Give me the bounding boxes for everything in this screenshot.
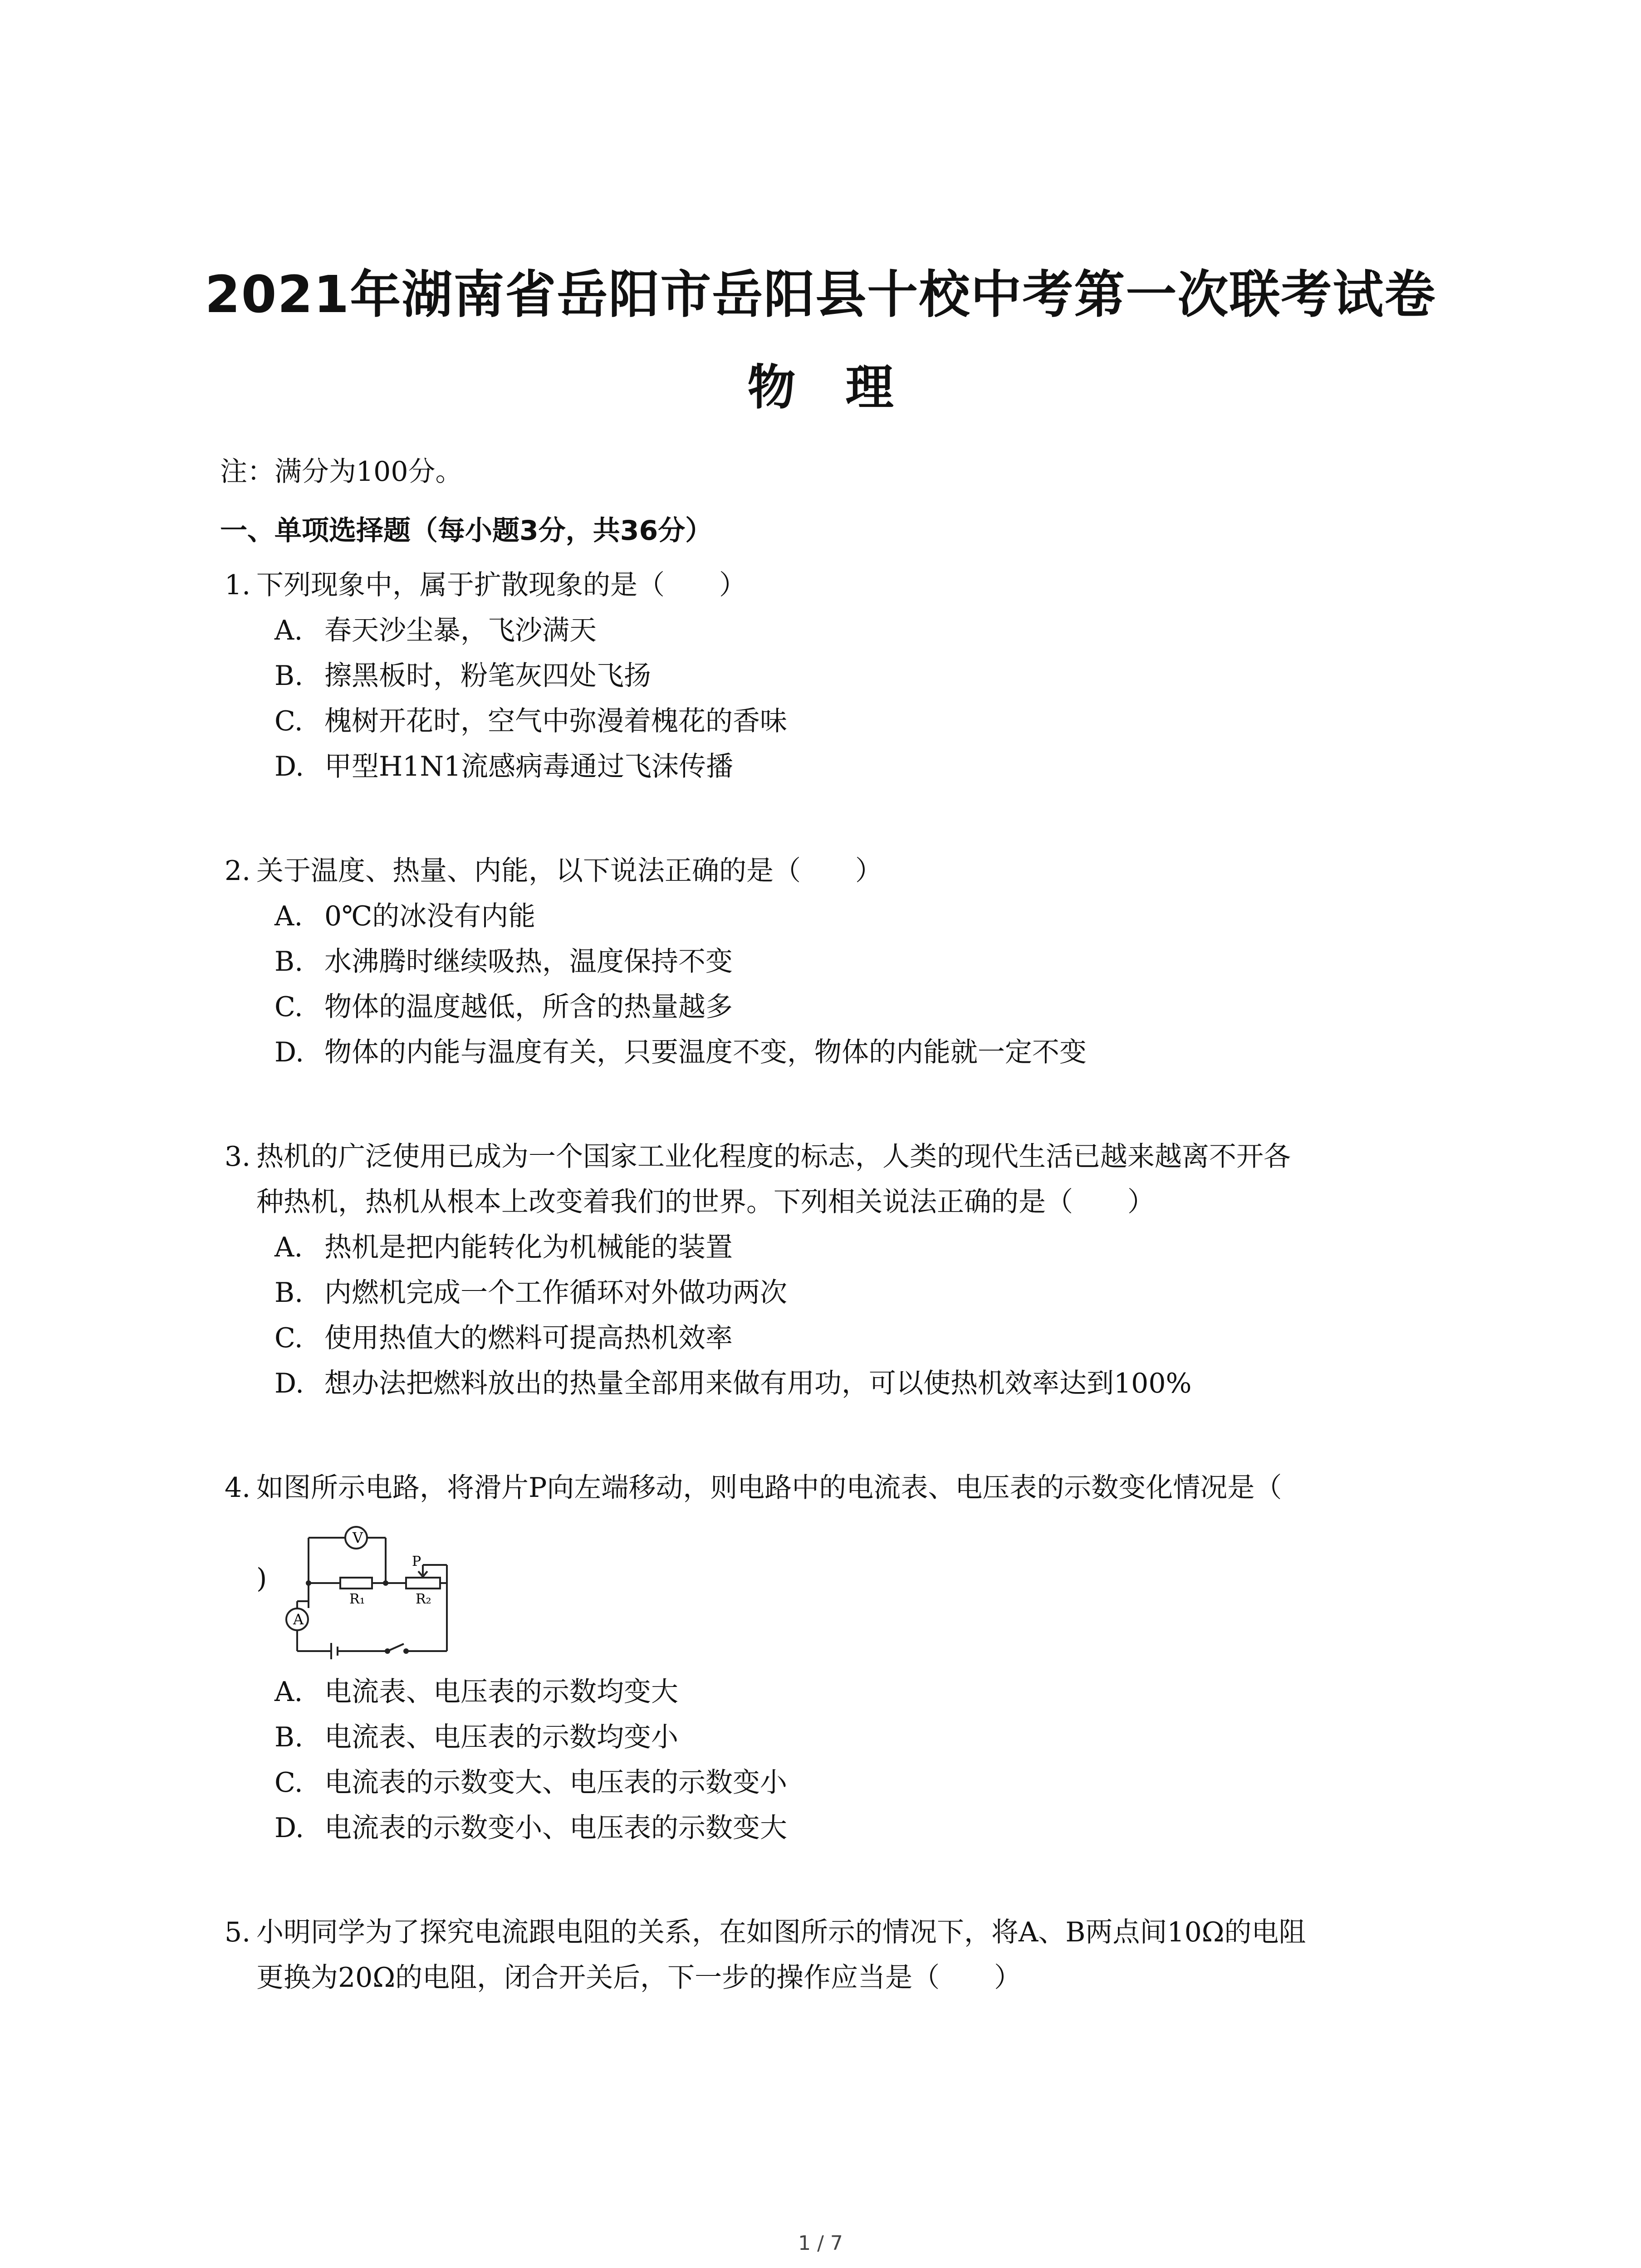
option-letter: D. xyxy=(274,1812,304,1844)
question-text: 下列现象中，属于扩散现象的是（ ） xyxy=(256,569,746,601)
ammeter-label: A xyxy=(293,1611,304,1628)
circuit-diagram xyxy=(281,1515,454,1660)
question-number: 4. xyxy=(225,1472,251,1504)
question-5 xyxy=(225,1914,1306,1950)
junction-dot xyxy=(383,1580,388,1586)
option-letter: C. xyxy=(274,705,303,737)
option-text: 电流表的示数变大、电压表的示数变小 xyxy=(324,1767,787,1799)
option-3a xyxy=(274,1229,733,1266)
resistor-r1 xyxy=(340,1578,372,1589)
option-letter: C. xyxy=(274,1767,303,1799)
question-4-continued: ) xyxy=(256,1563,267,1594)
option-text: 槐树开花时，空气中弥漫着槐花的香味 xyxy=(324,705,787,737)
slider-label: P xyxy=(412,1554,421,1569)
option-3b xyxy=(274,1275,787,1311)
question-2 xyxy=(225,853,882,889)
option-1b xyxy=(274,658,651,694)
option-letter: A. xyxy=(274,900,303,932)
option-text: 擦黑板时，粉笔灰四处飞扬 xyxy=(324,660,651,692)
option-3d xyxy=(274,1365,1192,1402)
option-4b xyxy=(274,1719,678,1755)
option-2d xyxy=(274,1034,1087,1070)
option-letter: C. xyxy=(274,991,303,1023)
option-1d xyxy=(274,748,733,785)
option-1c xyxy=(274,703,787,739)
exam-title: 2021年湖南省岳阳市岳阳县十校中考第一次联考试卷 xyxy=(205,265,1436,324)
option-text: 内燃机完成一个工作循环对外做功两次 xyxy=(324,1277,787,1309)
page-number: 1 / 7 xyxy=(798,2232,843,2255)
option-letter: A. xyxy=(274,1676,303,1708)
question-text: 热机的广泛使用已成为一个国家工业化程度的标志，人类的现代生活已越来越离不开各 xyxy=(256,1141,1291,1173)
option-letter: B. xyxy=(274,1277,304,1309)
option-letter: B. xyxy=(274,660,304,692)
question-number: 5. xyxy=(225,1916,251,1948)
section-heading: 一、单项选择题（每小题3分，共36分） xyxy=(220,515,713,547)
option-3c xyxy=(274,1320,733,1356)
option-text: 使用热值大的燃料可提高热机效率 xyxy=(324,1322,733,1354)
option-letter: A. xyxy=(274,615,303,646)
option-text: 水沸腾时继续吸热，温度保持不变 xyxy=(324,946,733,978)
option-2a xyxy=(274,898,535,934)
option-letter: D. xyxy=(274,1036,304,1068)
question-4 xyxy=(225,1470,1282,1506)
voltmeter-label: V xyxy=(353,1529,363,1546)
question-number: 3. xyxy=(225,1141,251,1173)
option-4c xyxy=(274,1765,787,1801)
r2-label: R₂ xyxy=(416,1591,431,1607)
option-text: 物体的内能与温度有关，只要温度不变，物体的内能就一定不变 xyxy=(324,1036,1087,1068)
option-4a xyxy=(274,1674,678,1710)
score-note: 注：满分为100分。 xyxy=(220,456,463,488)
option-letter: D. xyxy=(274,1368,304,1399)
option-letter: B. xyxy=(274,1721,304,1753)
option-text: 春天沙尘暴，飞沙满天 xyxy=(324,615,597,646)
option-text: 电流表的示数变小、电压表的示数变大 xyxy=(324,1812,787,1844)
option-text: 物体的温度越低，所含的热量越多 xyxy=(324,991,733,1023)
option-letter: A. xyxy=(274,1232,303,1263)
option-2b xyxy=(274,943,733,980)
switch-lever xyxy=(387,1644,404,1651)
option-2c xyxy=(274,989,733,1025)
option-letter: D. xyxy=(274,751,304,782)
option-letter: B. xyxy=(274,946,304,978)
question-number: 2. xyxy=(225,855,251,887)
option-text: 热机是把内能转化为机械能的装置 xyxy=(324,1232,733,1263)
rheostat-r2 xyxy=(406,1578,440,1589)
question-text: 小明同学为了探究电流跟电阻的关系，在如图所示的情况下，将A、B两点间10Ω的电阻 xyxy=(256,1916,1306,1948)
option-letter: C. xyxy=(274,1322,303,1354)
exam-subject: 物理 xyxy=(747,360,944,415)
option-text: 电流表、电压表的示数均变大 xyxy=(324,1676,678,1708)
option-1a xyxy=(274,612,597,649)
option-text: 想办法把燃料放出的热量全部用来做有用功，可以使热机效率达到100% xyxy=(324,1368,1192,1399)
question-text: 关于温度、热量、内能，以下说法正确的是（ ） xyxy=(256,855,882,887)
r1-label: R₁ xyxy=(349,1591,365,1607)
option-4d xyxy=(274,1810,787,1846)
junction-dot xyxy=(306,1580,311,1586)
question-number: 1. xyxy=(225,569,251,601)
question-1 xyxy=(225,567,746,603)
option-text: 甲型H1N1流感病毒通过飞沫传播 xyxy=(324,751,734,782)
option-text: 电流表、电压表的示数均变小 xyxy=(324,1721,678,1753)
question-5-continued: 更换为20Ω的电阻，闭合开关后，下一步的操作应当是（ ） xyxy=(256,1962,1022,1994)
option-text: 0℃的冰没有内能 xyxy=(324,900,536,932)
question-3 xyxy=(225,1139,1291,1175)
question-text: 如图所示电路，将滑片P向左端移动，则电路中的电流表、电压表的示数变化情况是（ xyxy=(256,1472,1282,1504)
question-3-continued: 种热机，热机从根本上改变着我们的世界。下列相关说法正确的是（ ） xyxy=(256,1186,1155,1218)
